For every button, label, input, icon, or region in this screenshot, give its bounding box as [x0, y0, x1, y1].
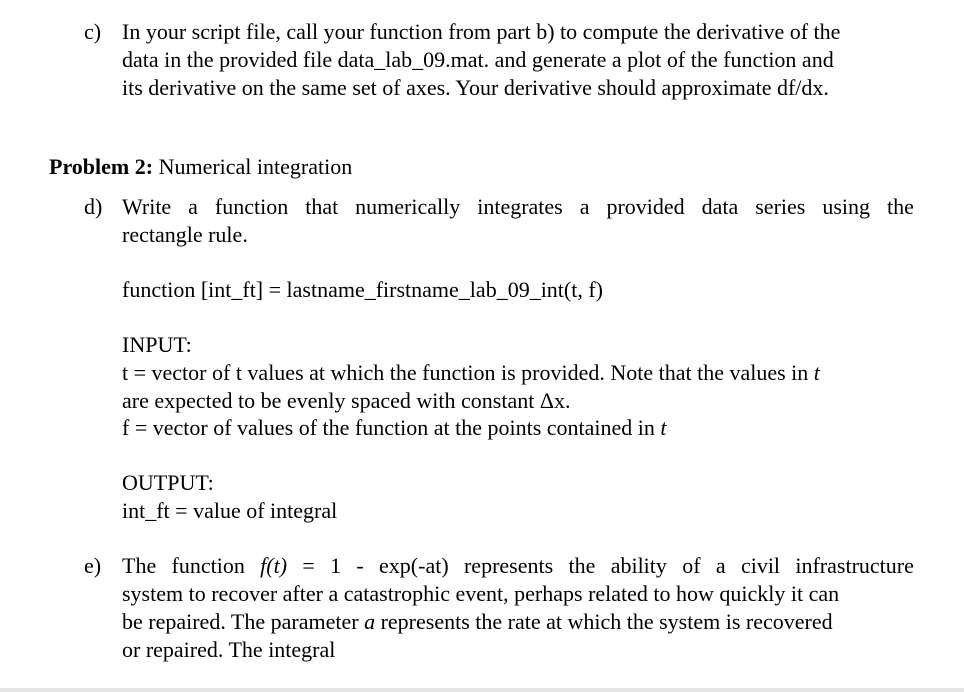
- output-heading: OUTPUT:: [122, 470, 214, 495]
- part-e-line-3-post: represents the rate at which the system is recovered: [375, 609, 833, 634]
- input-f-variable: t: [660, 415, 667, 440]
- part-e-line-1: [122, 552, 914, 580]
- problem-2-title: Numerical integration: [153, 154, 353, 179]
- input-heading: INPUT:: [122, 332, 192, 357]
- input-t-line-1: [122, 359, 820, 387]
- word: series: [755, 194, 806, 219]
- part-c-line-1: In your script file, call your function from part b) to compute the derivative of the: [122, 19, 841, 44]
- word: a: [188, 194, 198, 219]
- input-f-line: [122, 414, 667, 442]
- part-c-marker: c): [84, 19, 102, 44]
- word: civil: [740, 553, 781, 578]
- problem-2-heading: [49, 153, 352, 181]
- word: provided: [606, 194, 685, 219]
- problem-2-label: Problem 2:: [49, 154, 154, 179]
- word: 1: [330, 553, 342, 578]
- word: f(t): [260, 553, 288, 578]
- parameter-a-variable: a: [364, 609, 376, 634]
- word: a: [715, 553, 726, 578]
- part-e-line-2: system to recover after a catastrophic event, perhaps related to how quickly it can: [122, 581, 840, 606]
- part-c-line-3: its derivative on the same set of axes. Your derivative should approximate df/dx.: [122, 75, 829, 100]
- input-t-line-2: are expected to be evenly spaced with constant Δx.: [122, 388, 571, 413]
- word: integrates: [477, 194, 563, 219]
- word: The: [122, 553, 157, 578]
- word: the: [568, 553, 596, 578]
- part-d-line-2: rectangle rule.: [122, 222, 248, 247]
- word: represents: [463, 553, 554, 578]
- function-signature: function [int_ft] = lastname_firstname_lab_09_int(t, f): [122, 277, 604, 302]
- word: ability: [610, 553, 667, 578]
- input-t-text: t = vector of t values at which the function is provided. Note that the values in: [122, 360, 809, 385]
- input-f-text: f = vector of values of the function at the points contained in: [122, 415, 655, 440]
- word: numerically: [355, 194, 461, 219]
- input-t-variable: t: [813, 360, 820, 385]
- part-e-marker: e): [84, 553, 102, 578]
- part-e-line-4: or repaired. The integral: [122, 637, 336, 662]
- word: of: [682, 553, 701, 578]
- word: that: [305, 194, 339, 219]
- word: the: [886, 194, 914, 219]
- page-bottom-divider: [0, 688, 964, 692]
- word: -: [356, 553, 364, 578]
- word: data: [701, 194, 739, 219]
- word: function: [214, 194, 289, 219]
- output-line: int_ft = value of integral: [122, 498, 338, 523]
- part-d-marker: d): [84, 194, 103, 219]
- word: infrastructure: [795, 553, 914, 578]
- word: function: [171, 553, 245, 578]
- word: a: [579, 194, 590, 219]
- word: using: [822, 194, 870, 219]
- part-e-line-3: [122, 608, 833, 636]
- word: Write: [122, 194, 172, 219]
- word: =: [302, 553, 315, 578]
- part-c-line-2: data in the provided file data_lab_09.mat. and generate a plot of the function and: [122, 47, 834, 72]
- part-e-line-3-pre: be repaired. The parameter: [122, 609, 365, 634]
- word: exp(-at): [379, 553, 449, 578]
- part-d-line-1: [122, 193, 914, 221]
